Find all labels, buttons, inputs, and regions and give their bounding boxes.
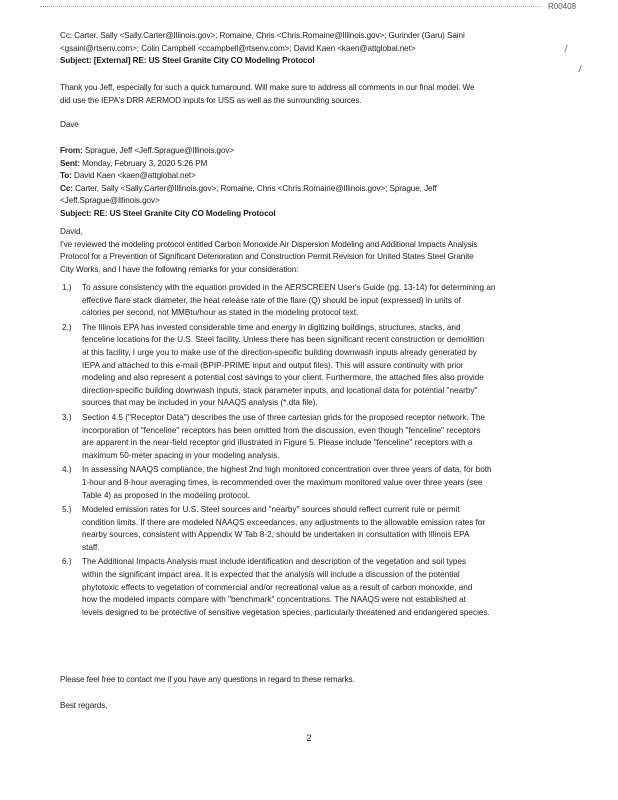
intro-line: I've reviewed the modeling protocol entitled Carbon Monoxide Air Dispersion Modeling and Additional Impacts Analysis xyxy=(60,239,478,249)
remark-item: 5.) Modeled emission rates for U.S. Steel sources and "nearby" sources should reflect current rule or permit condition limits. If there are modeled NAAQS exceedances, any adjustments to the allowable emission rates for nearby sources, consistent with Appendix W Tab 8-2, should be undertaken in consultation with Illinois EPA staff. xyxy=(62,505,486,552)
remark-item: 6.) The Additional Impacts Analysis must include identification and description of the vegetation and soil types within the significant impact area. It is expected that the analysis will include a discussion of the potential phytotoxic effects to vegetation of commercial and/or recreational value as a result of carbon monoxide, and how the modeled impacts compare with "benchmark" concentrations. The NAAQS were not established at levels designed to be protective of sensitive vegetation species, particularly threatened and endangered species. xyxy=(62,557,490,617)
subject-text: [External] RE: US Steel Granite City CO Modeling Protocol xyxy=(93,56,315,66)
remarks-list xyxy=(62,282,602,621)
margin-mark: \ xyxy=(561,44,570,55)
cc-line: Cc: Carter, Sally <Sally.Carter@Illinois.gov>; Romaine, Chris <Chris.Romaine@Illinois.gov>; Gurinder (Garu) Saini xyxy=(60,31,465,40)
reply-body-line: Thank you Jeff, especially for such a quick turnaround. Will make sure to address all comments in our final model. We xyxy=(60,83,475,92)
subject-line xyxy=(60,55,600,68)
subject-label: Subject: xyxy=(60,56,92,66)
remark-item: 3.) Section 4.5 ("Receptor Data") describes the use of three cartesian grids for the proposed receptor network. The incorporation of "fenceline" receptors has been omitted from the discussion, even though "fenceline" receptors are apparent in the near-field receptor grid illustrated in Figure 5. Please include "fenceline" receptors with a maximum 50-meter spacing in your modeling analysis. xyxy=(62,412,485,460)
sent-line: Sent: Monday, February 3, 2020 5:26 PM xyxy=(60,158,208,168)
page-number: 2 xyxy=(306,733,312,743)
bates-number: R00408 xyxy=(548,2,577,11)
remark-item: 1.) To assure consistency with the equation provided in the AERSCREEN User's Guide (pg. 13-14) for determining an effective flare stack diameter, the heat release rate of the flare (Q) should be input (expressed) in units of calories per second, not MMBtu/hour as stated in the modeling protocol text. xyxy=(62,283,496,318)
original-email-intro xyxy=(60,226,600,276)
cc-line: Cc: Carter, Sally <Sally.Carter@Illinois.gov>; Romaine, Chris <Chris.Romaine@Illinois.gov>; Sprague, Jeff xyxy=(60,183,437,193)
greeting: David, xyxy=(60,227,83,236)
from-line: From: Sprague, Jeff <Jeff.Sprague@Illinois.gov> xyxy=(60,146,234,155)
margin-mark-2: \ xyxy=(575,64,584,75)
reply-body xyxy=(60,82,600,107)
remark-item: 2.) The Illinois EPA has invested considerable time and energy in digitizing buildings, structures, stacks, and fenceline locations for the U.S. Steel facility. Unless there has been significant recent construction or demolition at this facility, I urge you to make use of the direction-specific building downwash inputs already generated by IEPA and attached to this e-mail (BPIP-PRIME input and output files). This will assure continuity with prior modeling and also represent a potential cost savings to your client. Furthermore, the attached files also provide direction-specific building downwash inputs, stack parameter inputs, and locational data for potential "nearby" sources that may be included in your NAAQS analysis (*.dta file). xyxy=(62,322,485,408)
cc-line-cont: <Jeff.Sprague@Illinois.gov> xyxy=(60,196,160,206)
original-email-header xyxy=(60,145,600,221)
closing-line: Please feel free to contact me if you have any questions in regard to these remarks. xyxy=(60,675,355,684)
intro-line: Protocol for a Prevention of Significant Deterioration and Construction Permit Revision for United States Steel Granite xyxy=(60,252,474,262)
subject-line: Subject: RE: US Steel Granite City CO Modeling Protocol xyxy=(60,208,276,218)
intro-line: City Works, and I have the following remarks for your consideration: xyxy=(60,264,299,274)
top-dotted-rule xyxy=(40,6,540,7)
cc-line-cont: <gsaini@rtsenv.com>; Colin Campbell <ccampbell@rtsenv.com>; David Kaen <kaen@attglobal.net> xyxy=(60,43,416,53)
reply-body-line: did use the IEPA's DRR AERMOD inputs for USS as well as the surrounding sources. xyxy=(60,95,362,105)
best-regards: Best regards, xyxy=(60,701,108,710)
remark-item: 4.) In assessing NAAQS compliance, the highest 2nd high monitored concentration over three years of data, for both 1-hour and 8-hour averaging times, is recommended over the maximum monitored value over three years (see Table 4) as proposed in the modeling protocol. xyxy=(62,465,492,500)
to-line: To: David Kaen <kaen@attglobal.net> xyxy=(60,171,196,181)
reply-signoff: Dave xyxy=(60,120,79,129)
email-reply-header xyxy=(60,30,600,68)
